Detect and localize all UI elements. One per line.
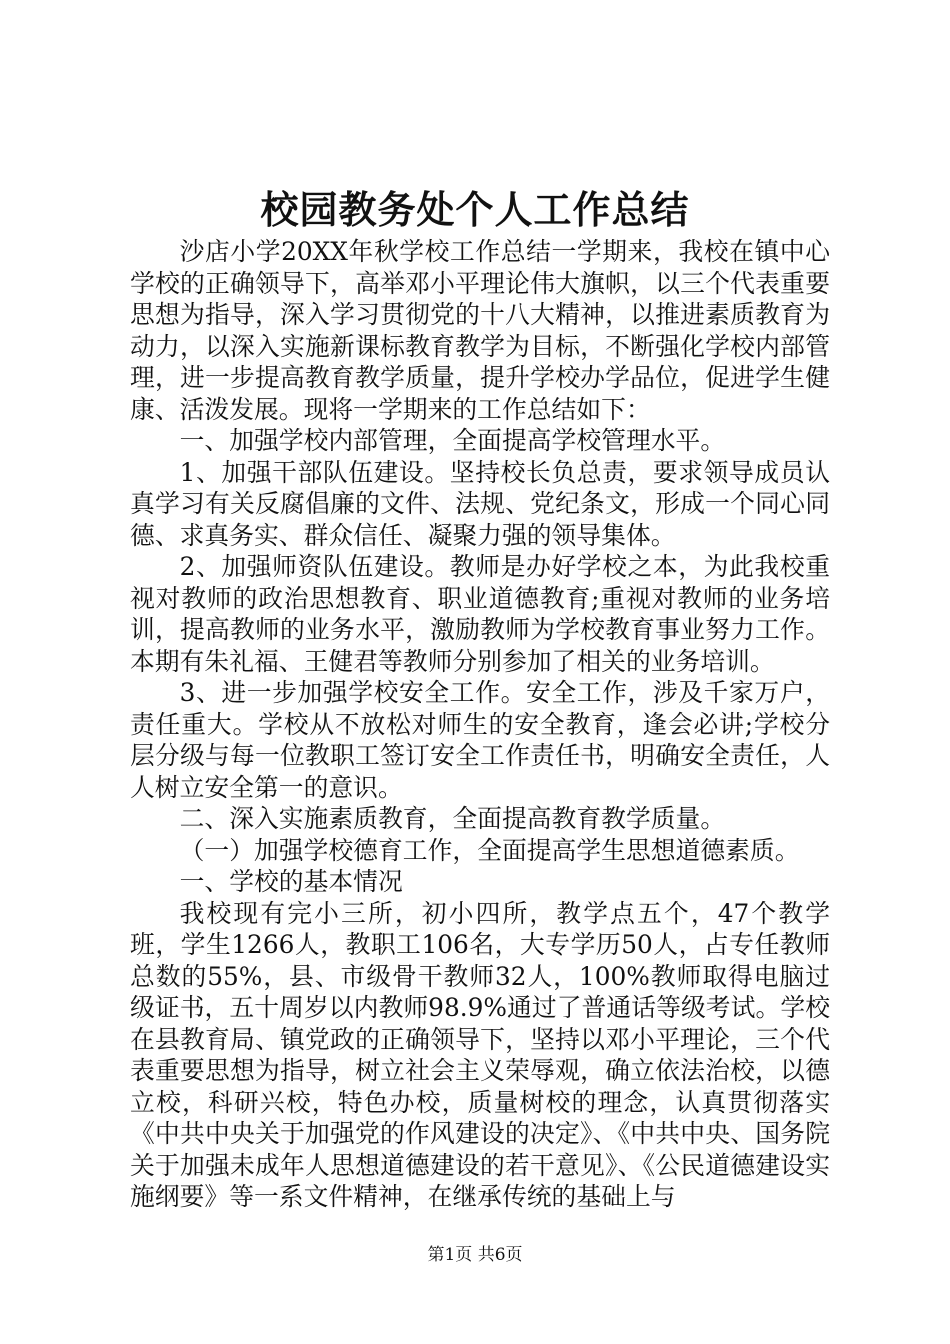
paragraph-basic-info-heading: 一、学校的基本情况 (179, 867, 403, 896)
page-footer: 第1页 共6页 (427, 1245, 523, 1265)
paragraph-safety: 3、进一步加强学校安全工作。安全工作，涉及千家万户，责任重大。学校从不放松对师生的安全教育，逢会必讲;学校分层分级与每一位教职工签订安全工作责任书，明确安全责任，人人树立安全第一的意识。 (130, 678, 830, 802)
paragraph-cadre-team: 1、加强干部队伍建设。坚持校长负总责，要求领导成员认真学习有关反腐倡廉的文件、法规、党纪条文，形成一个同心同德、求真务实、群众信任、凝聚力强的领导集体。 (130, 457, 830, 550)
paragraph-basic-info: 我校现有完小三所，初小四所，教学点五个，47个教学班，学生1266人，教职工106名，大专学历50人，占专任教师总数的55%，县、市级骨干教师32人，100%教师取得电脑过级证书，五十周岁以内教师98.9%通过了普通话等级考试。学校在县教育局、镇党政的正确领导下，坚持以邓小平理论，三个代表重要思想为指导，树立社会主义荣辱观，确立依法治校，以德立校，科研兴校，特色办校，质量树校的理念，认真贯彻落实《中共中央关于加强党的作风建设的决定》、《中共中央、国务院关于加强未成年人思想道德建设的若干意见》、《公民道德建设实施纲要》等一系文件精神，在继承传统的基础上与 (130, 898, 830, 1211)
paragraph-section-1-heading: 一、加强学校内部管理，全面提高学校管理水平。 (179, 426, 726, 455)
document-title: 校园教务处个人工作总结 (260, 187, 690, 232)
paragraph-teacher-team: 2、加强师资队伍建设。教师是办好学校之本，为此我校重视对教师的政治思想教育、职业道德教育;重视对教师的业务培训，提高教师的业务水平，激励教师为学校教育事业努力工作。本期有朱礼福、王健君等教师分别参加了相关的业务培训。 (130, 552, 830, 676)
paragraph-section-2-heading: 二、深入实施素质教育，全面提高教育教学质量。 (179, 804, 726, 833)
document-body (130, 236, 830, 1213)
paragraph-intro: 沙店小学20XX年秋学校工作总结一学期来，我校在镇中心学校的正确领导下，高举邓小平理论伟大旗帜，以三个代表重要思想为指导，深入学习贯彻党的十八大精神，以推进素质教育为动力，以深入实施新课标教育教学为目标，不断强化学校内部管理，进一步提高教育教学质量，提升学校办学品位，促进学生健康、活泼发展。现将一学期来的工作总结如下： (130, 237, 830, 424)
paragraph-moral-education-heading: （一）加强学校德育工作，全面提高学生思想道德素质。 (179, 835, 800, 865)
